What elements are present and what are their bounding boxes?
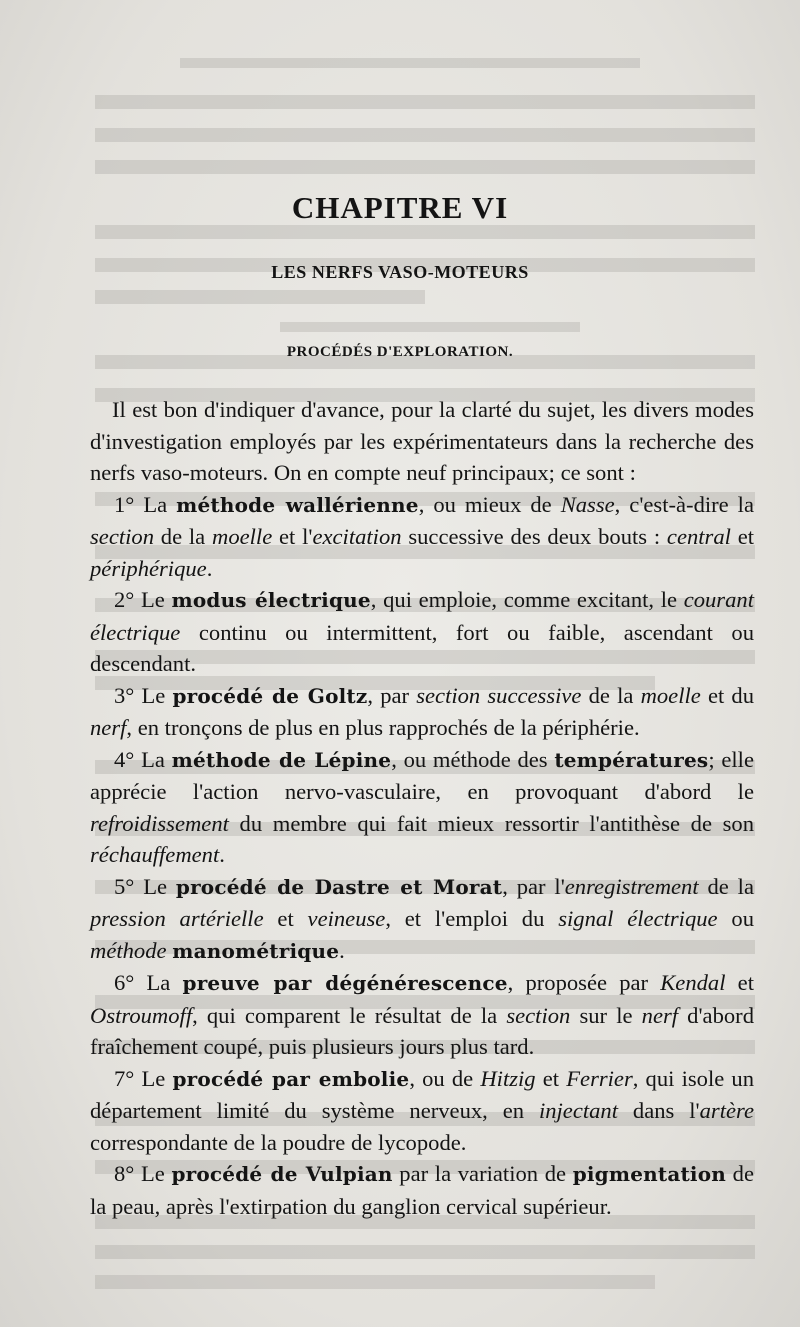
item-text: et l' [272, 524, 313, 549]
item-text: ; elle apprécie l'action nervo-vasculaire, en provoquant d'abord le [90, 746, 754, 804]
item-term: procédé de Vulpian [171, 1162, 393, 1186]
item-text: , par l' [502, 873, 565, 899]
item-italic: Ostroumoff [90, 1002, 193, 1028]
item-italic: enregistrement [564, 873, 699, 899]
item-term: températures [554, 747, 709, 772]
item-text: . [206, 555, 213, 581]
item-italic: artère [699, 1098, 754, 1123]
item-italic: méthode [90, 937, 167, 963]
item-text: du membre qui fait mieux ressortir l'antithèse de son [228, 810, 754, 836]
item-text: , ou de [409, 1065, 481, 1091]
item-term: preuve par dégénérescence [182, 971, 508, 995]
list-item-4 [90, 744, 754, 871]
item-italic: signal électrique [558, 906, 718, 931]
item-italic: nerf [90, 715, 127, 740]
item-text: ou [717, 906, 754, 931]
item-term: procédé de Dastre et Morat [175, 874, 503, 899]
chapter-title: CHAPITRE VI [291, 190, 509, 225]
item-italic: section successive [416, 682, 582, 708]
item-text: d'abord fraîchement coupé, puis plusieurs jours plus tard. [90, 1002, 754, 1059]
list-item-5 [90, 871, 754, 968]
item-text: continu ou intermittent, fort ou faible, ascendant ou descendant. [90, 619, 754, 676]
item-text: et du [700, 682, 755, 708]
item-term: méthode wallérienne [176, 492, 419, 517]
item-text: , ou mieux de [418, 491, 561, 517]
item-italic: Nasse [560, 491, 615, 517]
item-text: successive des deux bouts : [401, 524, 667, 549]
item-italic: section [90, 524, 154, 549]
item-italic: Hitzig [480, 1065, 536, 1091]
item-text: correspondante de la poudre de lycopode. [90, 1129, 467, 1155]
item-text: , ou méthode des [391, 746, 555, 772]
section-title: LES NERFS VASO-MOTEURS [271, 262, 529, 282]
item-italic: refroidissement [90, 810, 229, 836]
item-italic: excitation [312, 524, 402, 549]
item-number: 5° Le [114, 873, 176, 899]
list-item-2 [90, 584, 754, 680]
item-text: , qui comparent le résultat de la [192, 1002, 507, 1028]
item-italic: moelle [212, 524, 273, 549]
item-number: 4° La [114, 746, 172, 772]
item-number: 7° Le [114, 1065, 173, 1091]
item-text: , par [367, 682, 417, 708]
item-text: , et l'emploi du [385, 906, 559, 931]
subsection-title: PROCÉDÉS D'EXPLORATION. [286, 344, 514, 360]
item-text: de la peau, après l'extirpation du ganglion cervical supérieur. [90, 1161, 754, 1219]
body-text [90, 394, 754, 1222]
item-italic: courant électrique [90, 587, 754, 645]
item-text: de la [581, 682, 641, 708]
item-text: et [535, 1065, 567, 1091]
item-italic: périphérique [90, 555, 207, 581]
item-text: , qui isole un département limité du système nerveux, en [90, 1065, 755, 1123]
item-italic: central [666, 524, 731, 549]
list-item-6 [90, 967, 754, 1063]
item-number: 6° La [114, 970, 183, 995]
item-term: méthode de Lépine [171, 747, 392, 772]
item-number: 1° La [114, 491, 177, 517]
item-text: de la [698, 873, 754, 899]
item-text: sur le [570, 1002, 642, 1028]
item-text: . [219, 842, 225, 867]
list-item-3 [90, 680, 754, 744]
item-text: et [725, 970, 754, 995]
item-text: et [263, 906, 308, 931]
item-text: dans l' [618, 1098, 700, 1123]
item-number: 8° Le [114, 1161, 172, 1186]
item-term: manométrique [172, 938, 340, 963]
item-text: , en tronçons de plus en plus rapprochés de la périphérie. [126, 715, 640, 740]
item-text: , proposée par [507, 970, 661, 995]
item-term: procédé de Goltz [172, 683, 368, 708]
item-number: 3° Le [114, 682, 173, 708]
item-text: et [730, 524, 755, 549]
list-item-1 [90, 489, 754, 585]
item-text: , c'est-à-dire la [614, 491, 754, 517]
item-italic: veineuse [307, 906, 386, 931]
item-number: 2° Le [114, 587, 172, 612]
item-italic: pression artérielle [90, 906, 264, 931]
item-term: procédé par embolie [172, 1066, 410, 1091]
list-item-7 [90, 1063, 754, 1159]
item-text: par la variation de [392, 1161, 573, 1186]
item-italic: nerf [641, 1002, 679, 1028]
item-italic: Kendal [660, 970, 726, 995]
item-italic: Ferrier [566, 1065, 633, 1091]
list-item-8 [90, 1158, 754, 1222]
item-text: de la [154, 524, 212, 549]
item-text: , qui emploie, comme excitant, le [370, 587, 684, 612]
item-italic: réchauffement [90, 842, 220, 867]
item-text: . [339, 937, 345, 963]
item-italic: injectant [538, 1098, 619, 1123]
item-term: pigmentation [572, 1162, 727, 1186]
item-term: modus électrique [171, 588, 371, 612]
item-italic: section [506, 1002, 571, 1028]
item-italic: moelle [640, 682, 701, 708]
intro-paragraph: Il est bon d'indiquer d'avance, pour la clarté du sujet, les divers modes d'investigation employés par les expérimentateurs dans la recherche des nerfs vaso-moteurs. On en compte neuf principaux; ce sont : [90, 397, 754, 485]
